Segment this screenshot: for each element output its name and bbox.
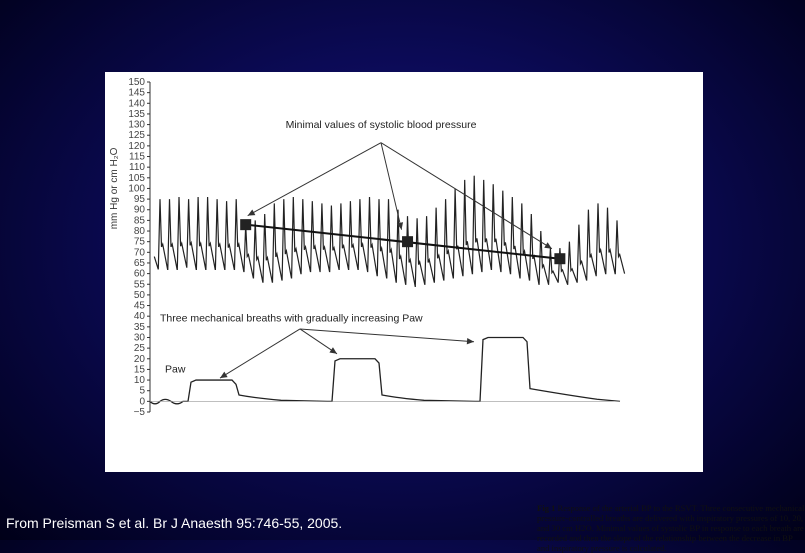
y-tick-label: 125 [128, 130, 145, 142]
source-citation: From Preisman S et al. Br J Anaesth 95:746-55, 2005. [6, 515, 343, 531]
y-tick-label: 145 [128, 87, 145, 99]
y-tick-label: 80 [133, 226, 145, 238]
y-tick-label: 100 [128, 183, 145, 195]
breath-arrow [220, 329, 300, 378]
breaths-annotation-label: Three mechanical breaths with gradually increasing Paw [160, 312, 423, 325]
y-tick-label: 130 [128, 119, 145, 131]
minimal-systolic-marker [402, 236, 413, 247]
minimal-systolic-marker [240, 219, 251, 230]
minimal-systolic-marker [554, 253, 565, 264]
arterial-pressure-trace [154, 176, 624, 287]
chart [105, 72, 703, 472]
systolic-arrow-head [544, 242, 552, 248]
y-axis-label: mm Hg or cm H₂O [109, 147, 120, 230]
y-tick-label: 10 [133, 375, 145, 387]
y-tick-label: 90 [133, 204, 145, 216]
y-tick-label: −5 [133, 407, 145, 418]
y-tick-label: 50 [133, 289, 145, 301]
y-tick-label: 110 [129, 162, 145, 174]
systolic-arrow [381, 143, 402, 230]
y-tick-label: 60 [133, 268, 145, 280]
y-tick-label: 0 [139, 396, 145, 408]
y-tick-label: 65 [133, 257, 145, 269]
y-tick-label: 20 [133, 353, 145, 365]
y-tick-label: 105 [128, 172, 145, 184]
caption-label: Fig 1 [537, 503, 556, 513]
y-tick-label: 75 [133, 236, 145, 248]
y-tick-label: 30 [133, 332, 145, 344]
y-tick-label: 45 [133, 300, 145, 312]
systolic-arrow [248, 143, 381, 216]
y-tick-label: 25 [133, 343, 145, 355]
paw-label: Paw [165, 363, 186, 376]
y-tick-label: 120 [128, 140, 145, 152]
figure-caption [537, 503, 805, 553]
y-tick-label: 35 [133, 321, 145, 333]
y-tick-label: 5 [139, 385, 145, 397]
breath-arrow-head [467, 338, 474, 344]
y-tick-label: 85 [133, 215, 145, 227]
caption-text: Response of the arterial BP to the RSVT. Three consecutive mechanical pressure-controlled breaths are delivered with inspiratory pressures of 10, 20, and 30 cm H2O. Minimal values of systolic BP in response to each breath are recorded and then the slope of the relationship between the decrease in BP and inspiratory pressure is calculated. [537, 503, 805, 553]
breath-arrow [300, 329, 474, 342]
y-tick-label: 140 [128, 98, 145, 110]
breath-arrow-head [329, 347, 337, 354]
y-tick-label: 95 [133, 194, 145, 206]
y-tick-label: 115 [129, 151, 145, 163]
systolic-annotation-label: Minimal values of systolic blood pressure [285, 118, 477, 131]
breath-arrow-head [220, 372, 228, 378]
y-tick-label: 40 [133, 311, 145, 323]
y-tick-label: 15 [133, 364, 145, 376]
paw-trace [150, 337, 620, 403]
y-tick-label: 55 [133, 279, 145, 291]
y-tick-label: 70 [133, 247, 145, 259]
y-tick-label: 135 [128, 108, 145, 120]
y-tick-label: 150 [128, 77, 145, 88]
